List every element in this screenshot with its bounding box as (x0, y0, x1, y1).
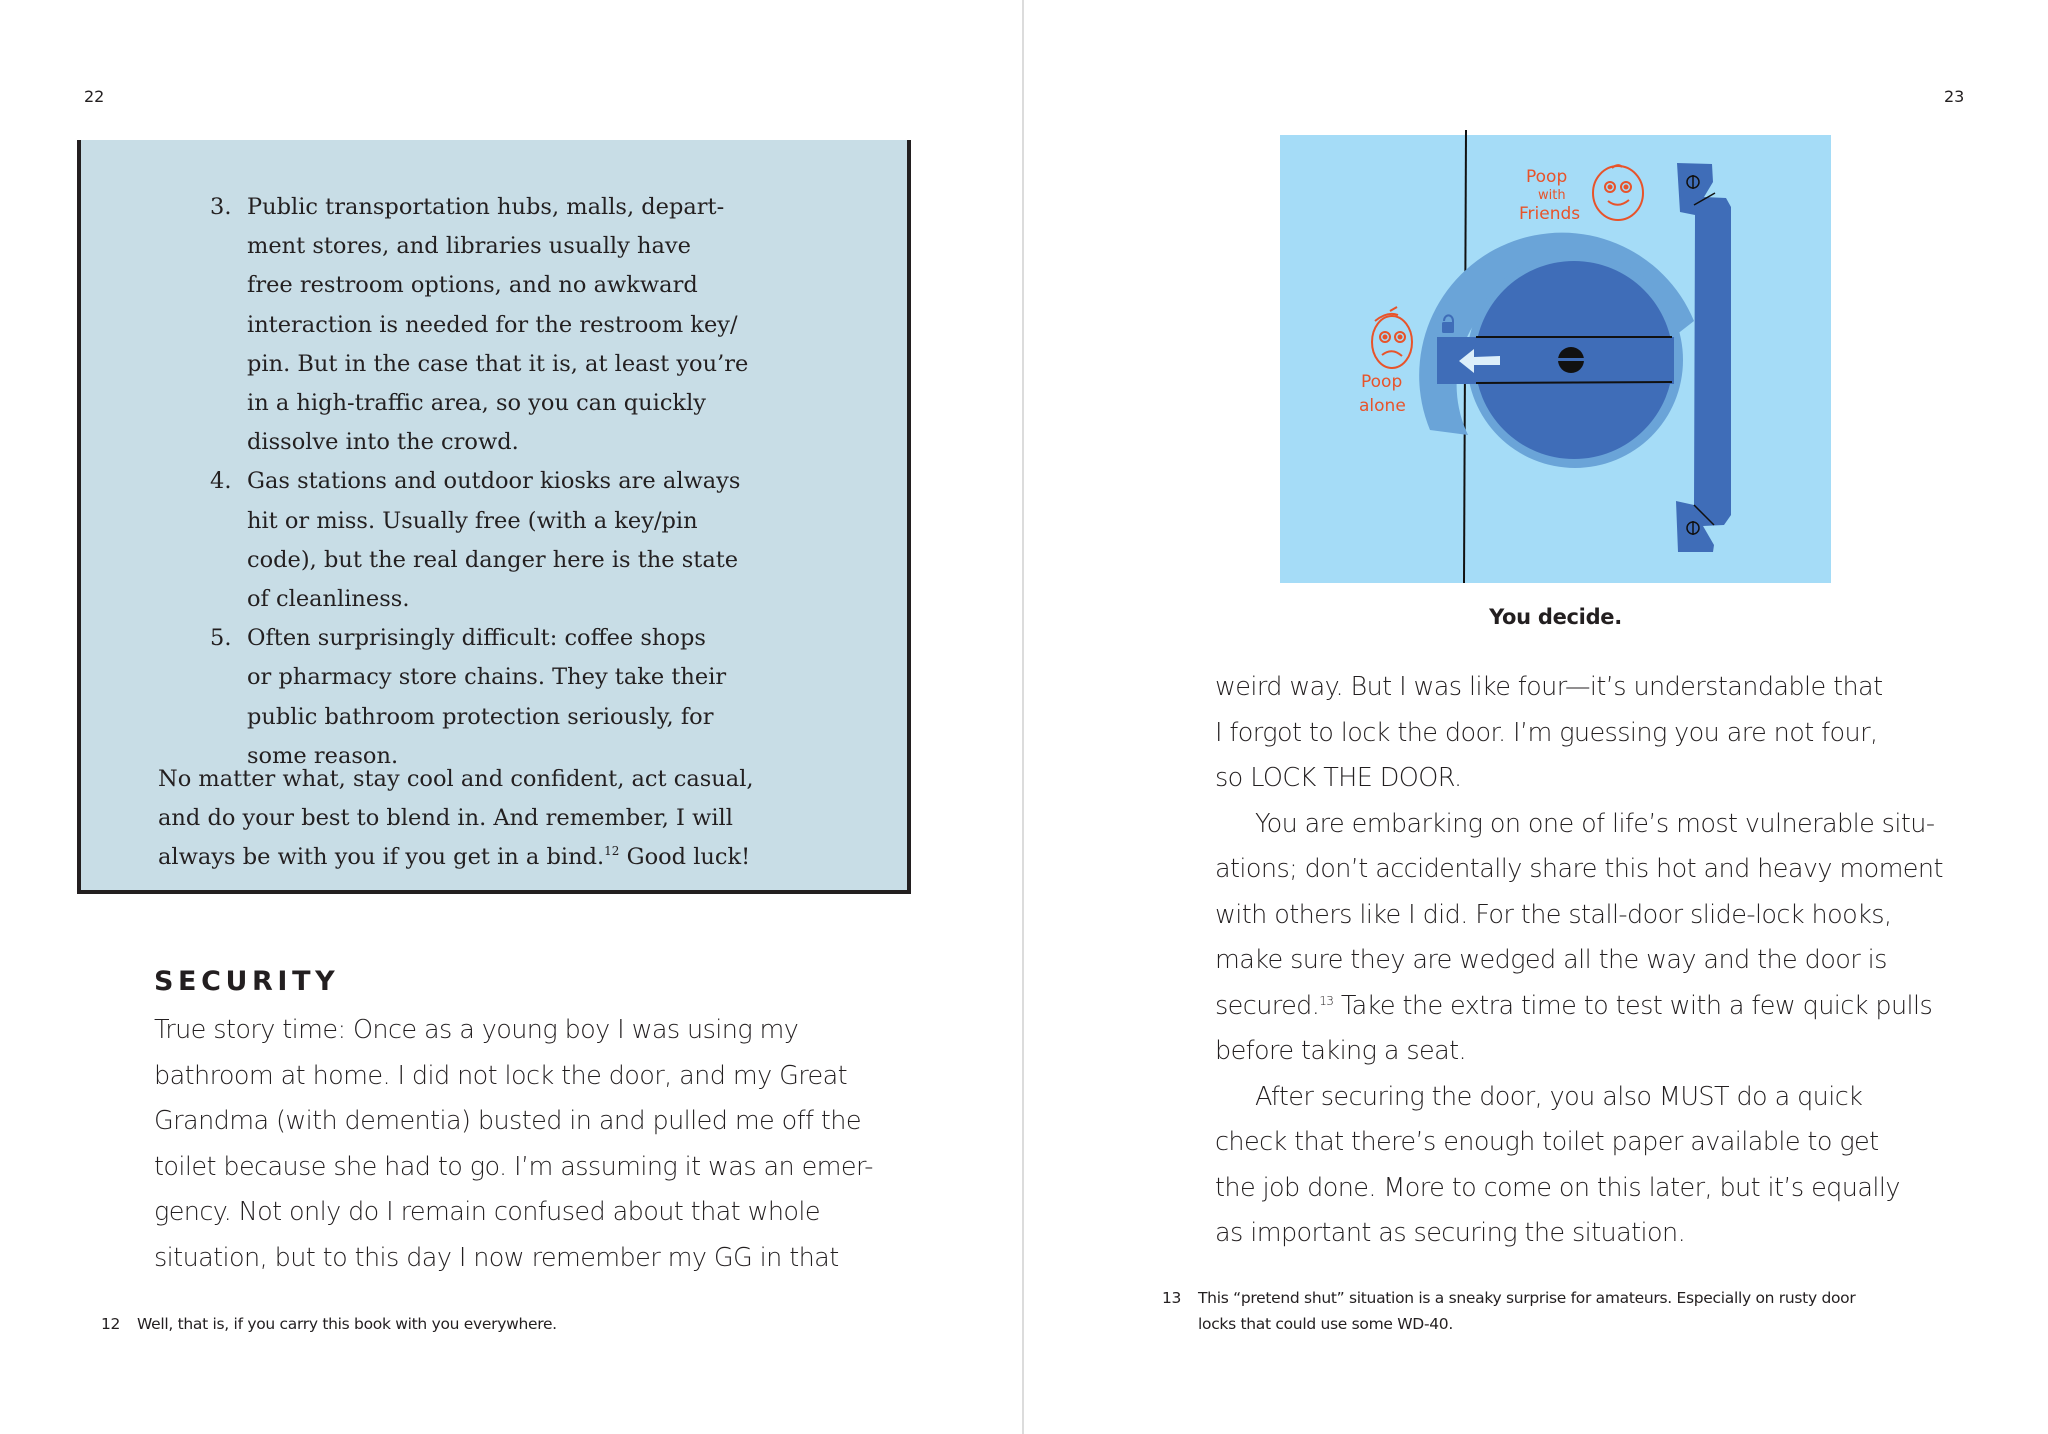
footnote-12 (101, 1311, 701, 1341)
tip-line: Gas stations and outdoor kiosks are always (247, 468, 741, 495)
tip-closing-line-last (158, 838, 878, 877)
body-line: as important as securing the situation. (1215, 1218, 1686, 1248)
bolt-bottom-edge (1476, 382, 1672, 383)
body-line: before taking a seat. (1215, 1036, 1467, 1066)
tip-item-5 (81, 619, 887, 776)
body-line: with others like I did. For the stall-door slide-lock hooks, (1215, 899, 1892, 930)
body-line: gency. Not only do I remain confused about that whole (154, 1197, 820, 1227)
footnote-13 (1162, 1285, 1962, 1345)
tip-line: pin. But in the case that it is, at least you’re (247, 350, 749, 377)
label-poop-alone-line2: alone (1359, 396, 1406, 416)
footnote-ref-13[interactable]: 13 (1319, 993, 1334, 1008)
body-line: situation, but to this day I now remember my GG in that (154, 1242, 839, 1273)
tip-line: of cleanliness. (247, 586, 410, 613)
body-line: I forgot to lock the door. I’m guessing you are not four, (1215, 717, 1878, 748)
tip-list (81, 188, 907, 776)
tip-item-3 (81, 188, 887, 462)
lock-drawing (1280, 130, 1831, 590)
body-line: Grandma (with dementia) busted in and pulled me off the (154, 1106, 861, 1136)
body-line: weird way. But I was like four—it’s understandable that (1215, 672, 1883, 702)
body-line: so LOCK THE DOOR. (1215, 763, 1462, 793)
tip-line: ment stores, and libraries usually have (247, 233, 691, 260)
tip-sidebar-box (77, 140, 911, 894)
tip-closing-text: Good luck! (619, 844, 751, 871)
section-heading-security: SECURITY (154, 966, 340, 997)
tip-line: free restroom options, and no awkward (247, 272, 698, 299)
tip-line: public bathroom protection seriously, for (247, 703, 714, 730)
page-number-right: 23 (1944, 87, 1965, 106)
tip-closing-line: and do your best to blend in. And remember, I will (158, 805, 733, 832)
sad-face-icon (1372, 307, 1412, 368)
body-line: toilet because she had to go. I’m assuming it was an emer- (154, 1151, 873, 1182)
illustration-caption: You decide. (1489, 605, 1622, 629)
body-line: the job done. More to come on this later, but it’s equally (1215, 1172, 1900, 1203)
footnote-ref-12[interactable]: 12 (604, 844, 620, 859)
left-page (0, 0, 1022, 1434)
tip-line: or pharmacy store chains. They take their (247, 664, 727, 691)
tip-line: some reason. (247, 742, 399, 769)
body-text: Take the extra time to test with a few quick pulls (1333, 990, 1933, 1021)
tip-line: dissolve into the crowd. (247, 429, 519, 456)
footnote-text-line2: locks that could use some WD-40. (1198, 1315, 1453, 1333)
footnote-text-line1: This “pretend shut” situation is a sneaky surprise for amateurs. Especially on rusty door (1198, 1289, 1856, 1307)
body-line: make sure they are wedged all the way and the door is (1215, 945, 1887, 975)
security-body-left (154, 1008, 894, 1281)
security-body-right (1215, 665, 1955, 1257)
tip-item-4 (81, 462, 887, 619)
tip-closing-text: always be with you if you get in a bind. (158, 844, 605, 871)
tip-line: Public transportation hubs, malls, depart- (247, 194, 725, 220)
tip-number: 5. (210, 625, 232, 652)
tip-line: code), but the real danger here is the state (247, 546, 739, 573)
label-poop-with-friends-line1: Poop (1526, 167, 1568, 187)
body-line-secured (1215, 984, 1955, 1030)
body-line: You are embarking on one of life’s most vulnerable situ- (1255, 808, 1935, 839)
tip-closing-line: No matter what, stay cool and confident, act casual, (158, 766, 754, 792)
happy-face-icon (1593, 165, 1643, 220)
body-line: True story time: Once as a young boy I was using my (154, 1015, 799, 1045)
body-line: check that there’s enough toilet paper available to get (1215, 1127, 1879, 1157)
label-poop-with-friends-line3: Friends (1519, 204, 1581, 224)
body-line: bathroom at home. I did not lock the door, and my Great (154, 1060, 848, 1091)
footnote-number: 12 (101, 1315, 121, 1333)
footnote-number: 13 (1162, 1289, 1182, 1307)
stall-lock-illustration (1280, 135, 1831, 583)
tip-line: Often surprisingly difficult: coffee shops (247, 625, 706, 652)
page-number-left: 22 (84, 87, 105, 106)
body-line: ations; don’t accidentally share this hot and heavy moment (1215, 854, 1943, 884)
tip-line: in a high-traffic area, so you can quickly (247, 390, 706, 417)
footnote-text: Well, that is, if you carry this book with you everywhere. (137, 1315, 557, 1333)
tip-number: 4. (210, 468, 232, 495)
label-poop-with-friends-line2: with (1538, 188, 1566, 203)
body-text: secured. (1215, 990, 1320, 1021)
tip-line: interaction is needed for the restroom key/ (247, 311, 738, 338)
door-handle[interactable] (1676, 163, 1731, 552)
label-poop-alone-line1: Poop (1361, 372, 1403, 392)
tip-line: hit or miss. Usually free (with a key/pin (247, 507, 698, 534)
tip-closing-paragraph (158, 760, 878, 878)
tip-number: 3. (210, 194, 232, 220)
body-line: After securing the door, you also MUST do a quick (1255, 1081, 1863, 1112)
